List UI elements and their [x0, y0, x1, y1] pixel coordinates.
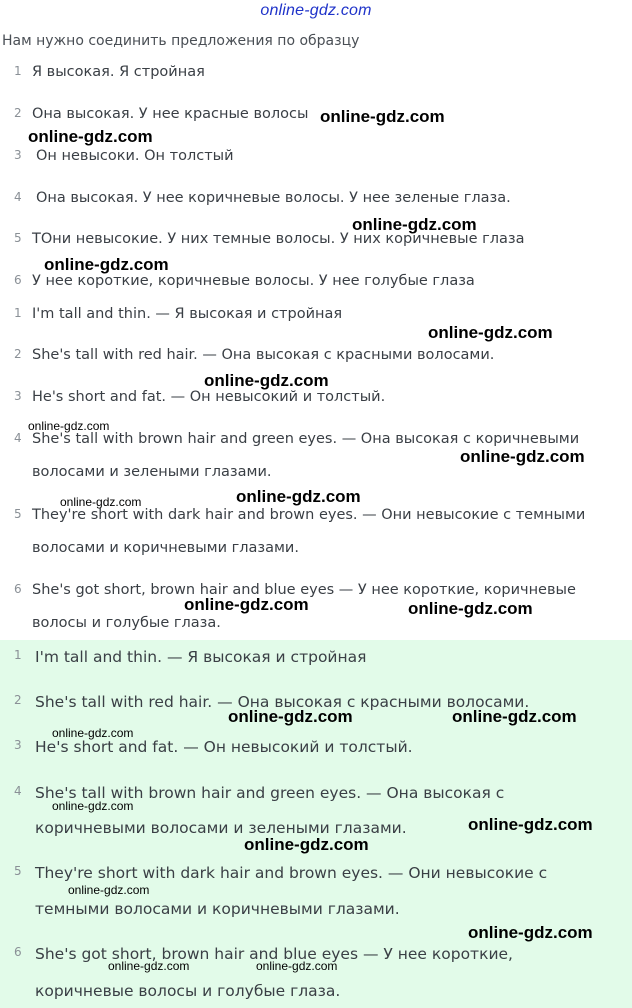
watermark: online-gdz.com	[204, 371, 329, 390]
watermark: online-gdz.com	[428, 323, 553, 342]
watermark: online-gdz.com	[68, 883, 150, 897]
watermark: online-gdz.com	[320, 107, 445, 126]
watermark: online-gdz.com	[52, 799, 134, 813]
watermark: online-gdz.com	[408, 599, 533, 618]
watermark: online-gdz.com	[468, 815, 593, 834]
watermark: online-gdz.com	[28, 419, 110, 433]
watermark: online-gdz.com	[228, 707, 353, 726]
watermark: online-gdz.com	[352, 215, 477, 234]
watermark: online-gdz.com	[256, 959, 338, 973]
watermark: online-gdz.com	[108, 959, 190, 973]
watermark: online-gdz.com	[44, 255, 169, 274]
watermark: online-gdz.com	[452, 707, 577, 726]
watermark: online-gdz.com	[236, 487, 361, 506]
document-page: online-gdz.com Нам нужно соединить предложения по образцу 1 Я высокая. Я стройная 2 Она высокая. У нее красные волосы 3 Он невысоки. Он толстый 4 Она высокая. У нее коричневые волосы. У нее зеленые глаза. 5 TОни невысокие. У них темные волосы. У них коричневые глаза 6 У нее короткие, коричневые волосы. У нее голубые глаза 1 I'm tall and thin. — Я высокая и стройная 2 She's tall with red hair. — Она высокая с красными волосами. 3 He's short and fat. — Он невысокий и толстый. 4 She's tall with brown hair and green eyes. — Она высокая с коричневыми волосами и зелеными глазами. 5 They're short with dark hair and brown eyes. — Они невысокие с темными волосами и коричневыми глазами. 6 She's got short, brown hair and blue eyes — У нее короткие, коричневые волосы и голубые глаза. 1 I'm tall and thin. — Я высокая и стройная 2 She's tall with red hair. — Она высокая с красными волосами. 3 He's short and fat. — Он невысокий и толстый. 4 She's tall with brown hair and green eyes. — Она высокая с коричневыми волосами и зелеными глазами. 5 They're short with dark hair and brown eyes. — Они невысокие с темными волосами и коричневыми глазами. 6 She's got short, brown hair and blue eyes — У нее короткие, коричневые волосы и голубые глаза. online-gdz.com online-gdz.com online-gdz.com online-gdz.com online-gdz.com online-gdz.com online-gdz.com online-gdz.com online-gdz.com online-gdz.com online-gdz.com online-gdz.com online-gdz.com online-gdz.com online-gdz.com online-gdz.com online-gdz.com online-gdz.com online-gdz.com online-gdz.com online-gdz.com online-gdz.com	[0, 0, 632, 1008]
watermark: online-gdz.com	[60, 495, 142, 509]
task-statement: Нам нужно соединить предложения по образцу	[2, 33, 360, 49]
watermark: online-gdz.com	[28, 127, 153, 146]
watermark: online-gdz.com	[468, 923, 593, 942]
watermark: online-gdz.com	[244, 835, 369, 854]
watermark: online-gdz.com	[184, 595, 309, 614]
header-watermark: online-gdz.com	[260, 2, 372, 19]
watermark: online-gdz.com	[52, 726, 134, 740]
watermark: online-gdz.com	[460, 447, 585, 466]
